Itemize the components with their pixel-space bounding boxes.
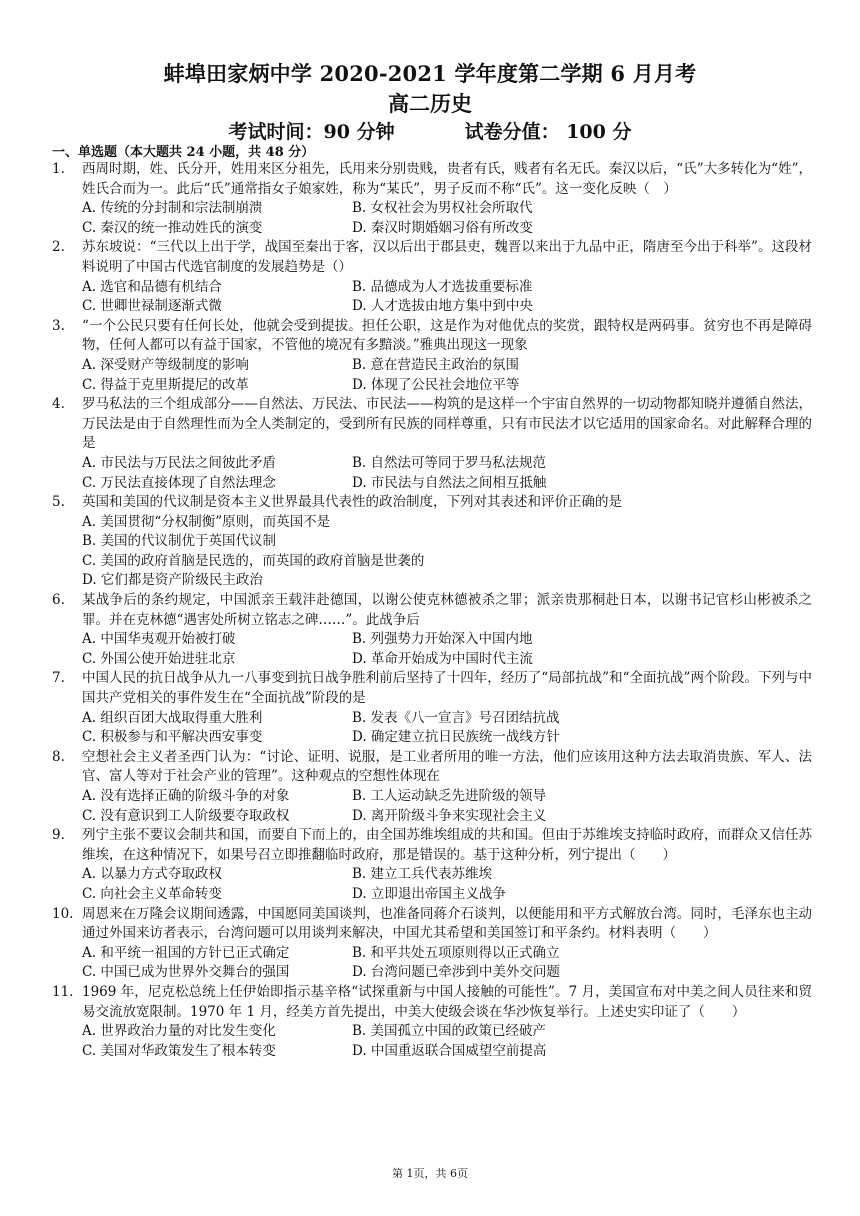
question-stem [52,591,812,630]
question-stem [52,669,812,708]
answer-option: D. 立即退出帝国主义战争 [352,885,506,902]
option-group [82,944,812,983]
option-group [82,454,812,493]
question-number: 8. [52,748,65,765]
answer-option: D. 革命开始成为中国时代主流 [352,650,533,667]
question-number: 4. [52,396,65,413]
answer-option: A. 选官和品德有机结合 [82,278,222,295]
answer-option: A. 世界政治力量的对比发生变化 [82,1023,276,1040]
question-item [52,160,812,238]
answer-option: C. 向社会主义革命转变 [82,885,222,902]
answer-option: B. 美国的代议制优于英国代议制 [82,533,277,550]
option-group [82,787,812,826]
answer-option: D. 离开阶级斗争来实现社会主义 [352,807,547,824]
answer-option: B. 列强势力开始深入中国内地 [352,631,533,648]
question-number: 2. [52,239,65,256]
answer-option: C. 世卿世禄制逐渐式微 [82,298,222,315]
answer-option: A. 市民法与万民法之间彼此矛盾 [82,454,276,471]
question-item [52,983,812,1061]
answer-option: D. 市民法与自然法之间相互抵触 [352,474,547,491]
answer-option: D. 确定建立抗日民族统一战线方针 [352,729,560,746]
question-item [52,493,812,591]
question-number: 7. [52,670,65,687]
answer-option: A. 和平统一祖国的方针已正式确定 [82,944,290,961]
answer-option: B. 女权社会为男权社会所取代 [352,200,533,217]
option-group [82,1022,812,1061]
answer-option: B. 品德成为人才选拔重要标准 [352,278,533,295]
answer-option: A. 中国华夷观开始被打破 [82,631,236,648]
answer-option: D. 中国重返联合国威望空前提高 [352,1042,547,1059]
question-stem [52,160,812,199]
question-item [52,317,812,395]
answer-option: C. 没有意识到工人阶级要夺取政权 [82,807,290,824]
question-stem [52,317,812,356]
answer-option: D. 体现了公民社会地位平等 [352,376,520,393]
exam-score: 试卷分值： 100 分 [464,121,632,143]
question-text: 周恩来在万隆会议期间透露，中国愿同美国谈判，也准备同蒋介石谈判，以便能用和平方式解放台湾。同时，毛泽东也主动通过外国来访者表示，台湾问题可以用谈判来解决，中国尤其希望和美国签订和平条约。材料表明（ ） [82,905,812,942]
answer-option: B. 美国孤立中国的政策已经破产 [352,1023,547,1040]
answer-option: B. 和平共处五项原则得以正式确立 [352,944,560,961]
option-group [82,513,812,591]
question-stem [52,905,812,944]
answer-option: C. 美国的政府首脑是民选的，而英国的政府首脑是世袭的 [82,552,425,569]
question-item [52,395,812,493]
answer-option: D. 秦汉时期婚姻习俗有所改变 [352,219,533,236]
question-item [52,591,812,669]
question-item [52,238,812,316]
answer-option: B. 工人运动缺乏先进阶级的领导 [352,788,547,804]
question-list [52,160,812,1061]
answer-option: C. 中国已成为世界外交舞台的强国 [82,964,290,981]
answer-option: A. 美国贯彻“分权制衡”原则，而英国不是 [82,513,331,530]
answer-option: C. 积极参与和平解决西安事变 [82,729,263,746]
question-stem [52,748,812,787]
answer-option: D. 台湾问题已牵涉到中美外交问题 [352,964,560,981]
question-text: 苏东坡说：“三代以上出于学，战国至秦出于客，汉以后出于郡县吏，魏晋以来出于九品中正，隋唐至今出于科举”。这段材料说明了中国古代选官制度的发展趋势是（） [82,239,812,275]
question-text: 某战争后的条约规定，中国派亲王载沣赴德国，以谢公使克林德被杀之罪；派亲贵那桐赴日本，以谢书记官杉山彬被杀之罪。并在克林德“遇害处所树立铭志之碑……”。此战争后 [82,592,812,628]
option-group [82,356,812,395]
option-group [82,278,812,317]
question-stem [52,395,812,454]
question-stem [52,826,812,865]
question-stem [52,238,812,277]
question-text: 中国人民的抗日战争从九一八事变到抗日战争胜利前后坚持了十四年，经历了“局部抗战”和“全面抗战”两个阶段。下列与中国共产党相关的事件发生在“全面抗战”阶段的是 [82,670,812,707]
option-group [82,709,812,748]
answer-option: A. 以暴力方式夺取政权 [82,866,222,883]
answer-option: C. 得益于克里斯提尼的改革 [82,376,249,393]
answer-option: A. 没有选择正确的阶级斗争的对象 [82,788,290,804]
answer-option: B. 发表《八一宣言》号召团结抗战 [352,709,560,726]
exam-title: 蚌埠田家炳中学 2020-2021 学年度第二学期 6 月月考 [163,61,697,86]
answer-option: D. 人才选拔由地方集中到中央 [352,298,533,315]
question-text: 1969 年，尼克松总统上任伊始即指示基辛格“试探重新与中国人接触的可能性”。7 月，美国宣布对中美之间人员往来和贸易交流放宽限制。1970 年 1 月，经美方首先提出，中美大使级会谈在华沙恢复举行。上述史实印证了（ ） [82,983,812,1020]
question-text: 列宁主张不要议会制共和国，而要自下而上的，由全国苏维埃组成的共和国。但由于苏维埃支持临时政府，而群众又信任苏维埃，在这种情况下，如果号召立即推翻临时政府，那是错误的。基于这种分析，列宁提出（ ） [82,827,812,863]
answer-option: B. 自然法可等同于罗马私法规范 [352,454,547,471]
answer-option: A. 深受财产等级制度的影响 [82,356,249,373]
page-footer: 第 1页，共 6页 [392,1167,468,1180]
question-number: 1. [52,161,65,177]
question-text: 西周时期，姓、氏分开，姓用来区分祖先，氏用来分别贵贱，贵者有氏，贱者有名无氏。秦汉以后，“氏”大多转化为“姓”，姓氏合而为一。此后“氏”通常指女子娘家姓，称为“某氏”，男子反而不称“氏”。这一变化反映（ ） [82,161,812,197]
exam-time: 考试时间：90 分钟 [228,121,395,143]
answer-option: C. 外国公使开始进驻北京 [82,650,236,667]
question-item [52,826,812,904]
answer-option: A. 传统的分封制和宗法制崩溃 [82,200,263,217]
question-item [52,905,812,983]
question-number: 6. [52,592,65,609]
option-group [82,199,812,238]
question-stem [52,983,812,1022]
answer-option: C. 万民法直接体现了自然法理念 [82,474,276,491]
option-group [82,630,812,669]
answer-option: B. 建立工兵代表苏维埃 [352,866,493,883]
answer-option: D. 它们都是资产阶级民主政治 [82,572,263,589]
question-text: 空想社会主义者圣西门认为：“讨论、证明、说服，是工业者所用的唯一方法，他们应该用这种方法去取消贵族、军人、法官、富人等对于社会产业的管理”。这种观点的空想性体现在 [82,748,812,785]
question-number: 10. [52,905,74,922]
question-number: 5. [52,494,65,511]
question-number: 3. [52,317,65,334]
section-title: 一、单选题（本大题共 24 小题，共 48 分） [52,145,315,160]
exam-meta [0,117,860,144]
question-stem [52,493,812,513]
exam-subject: 高二历史 [388,91,472,116]
question-text: 罗马私法的三个组成部分——自然法、万民法、市民法——构筑的是这样一个宇宙自然界的一切动物都知晓并遵循自然法，万民法是由于自然理性而为全人类制定的，受到所有民族的同样尊重，只有市民法才以它适用的国家命名。对此解释合理的是 [82,396,812,452]
option-group [82,865,812,904]
answer-option: A. 组织百团大战取得重大胜利 [82,709,263,726]
question-number: 9. [52,827,65,844]
question-text: 英国和美国的代议制是资本主义世界最具代表性的政治制度，下列对其表述和评价正确的是 [82,494,622,511]
question-item [52,669,812,747]
answer-option: B. 意在营造民主政治的氛围 [352,356,520,373]
question-number: 11. [52,983,74,1000]
question-text: “一个公民只要有任何长处，他就会受到提拔。担任公职，这是作为对他优点的奖赏，跟特权是两码事。贫穷也不再是障碍物，任何人都可以有益于国家，不管他的境况有多黯淡。”雅典出现这一现象 [82,317,812,354]
answer-option: C. 美国对华政策发生了根本转变 [82,1042,276,1059]
answer-option: C. 秦汉的统一推动姓氏的演变 [82,219,263,236]
question-item [52,748,812,826]
